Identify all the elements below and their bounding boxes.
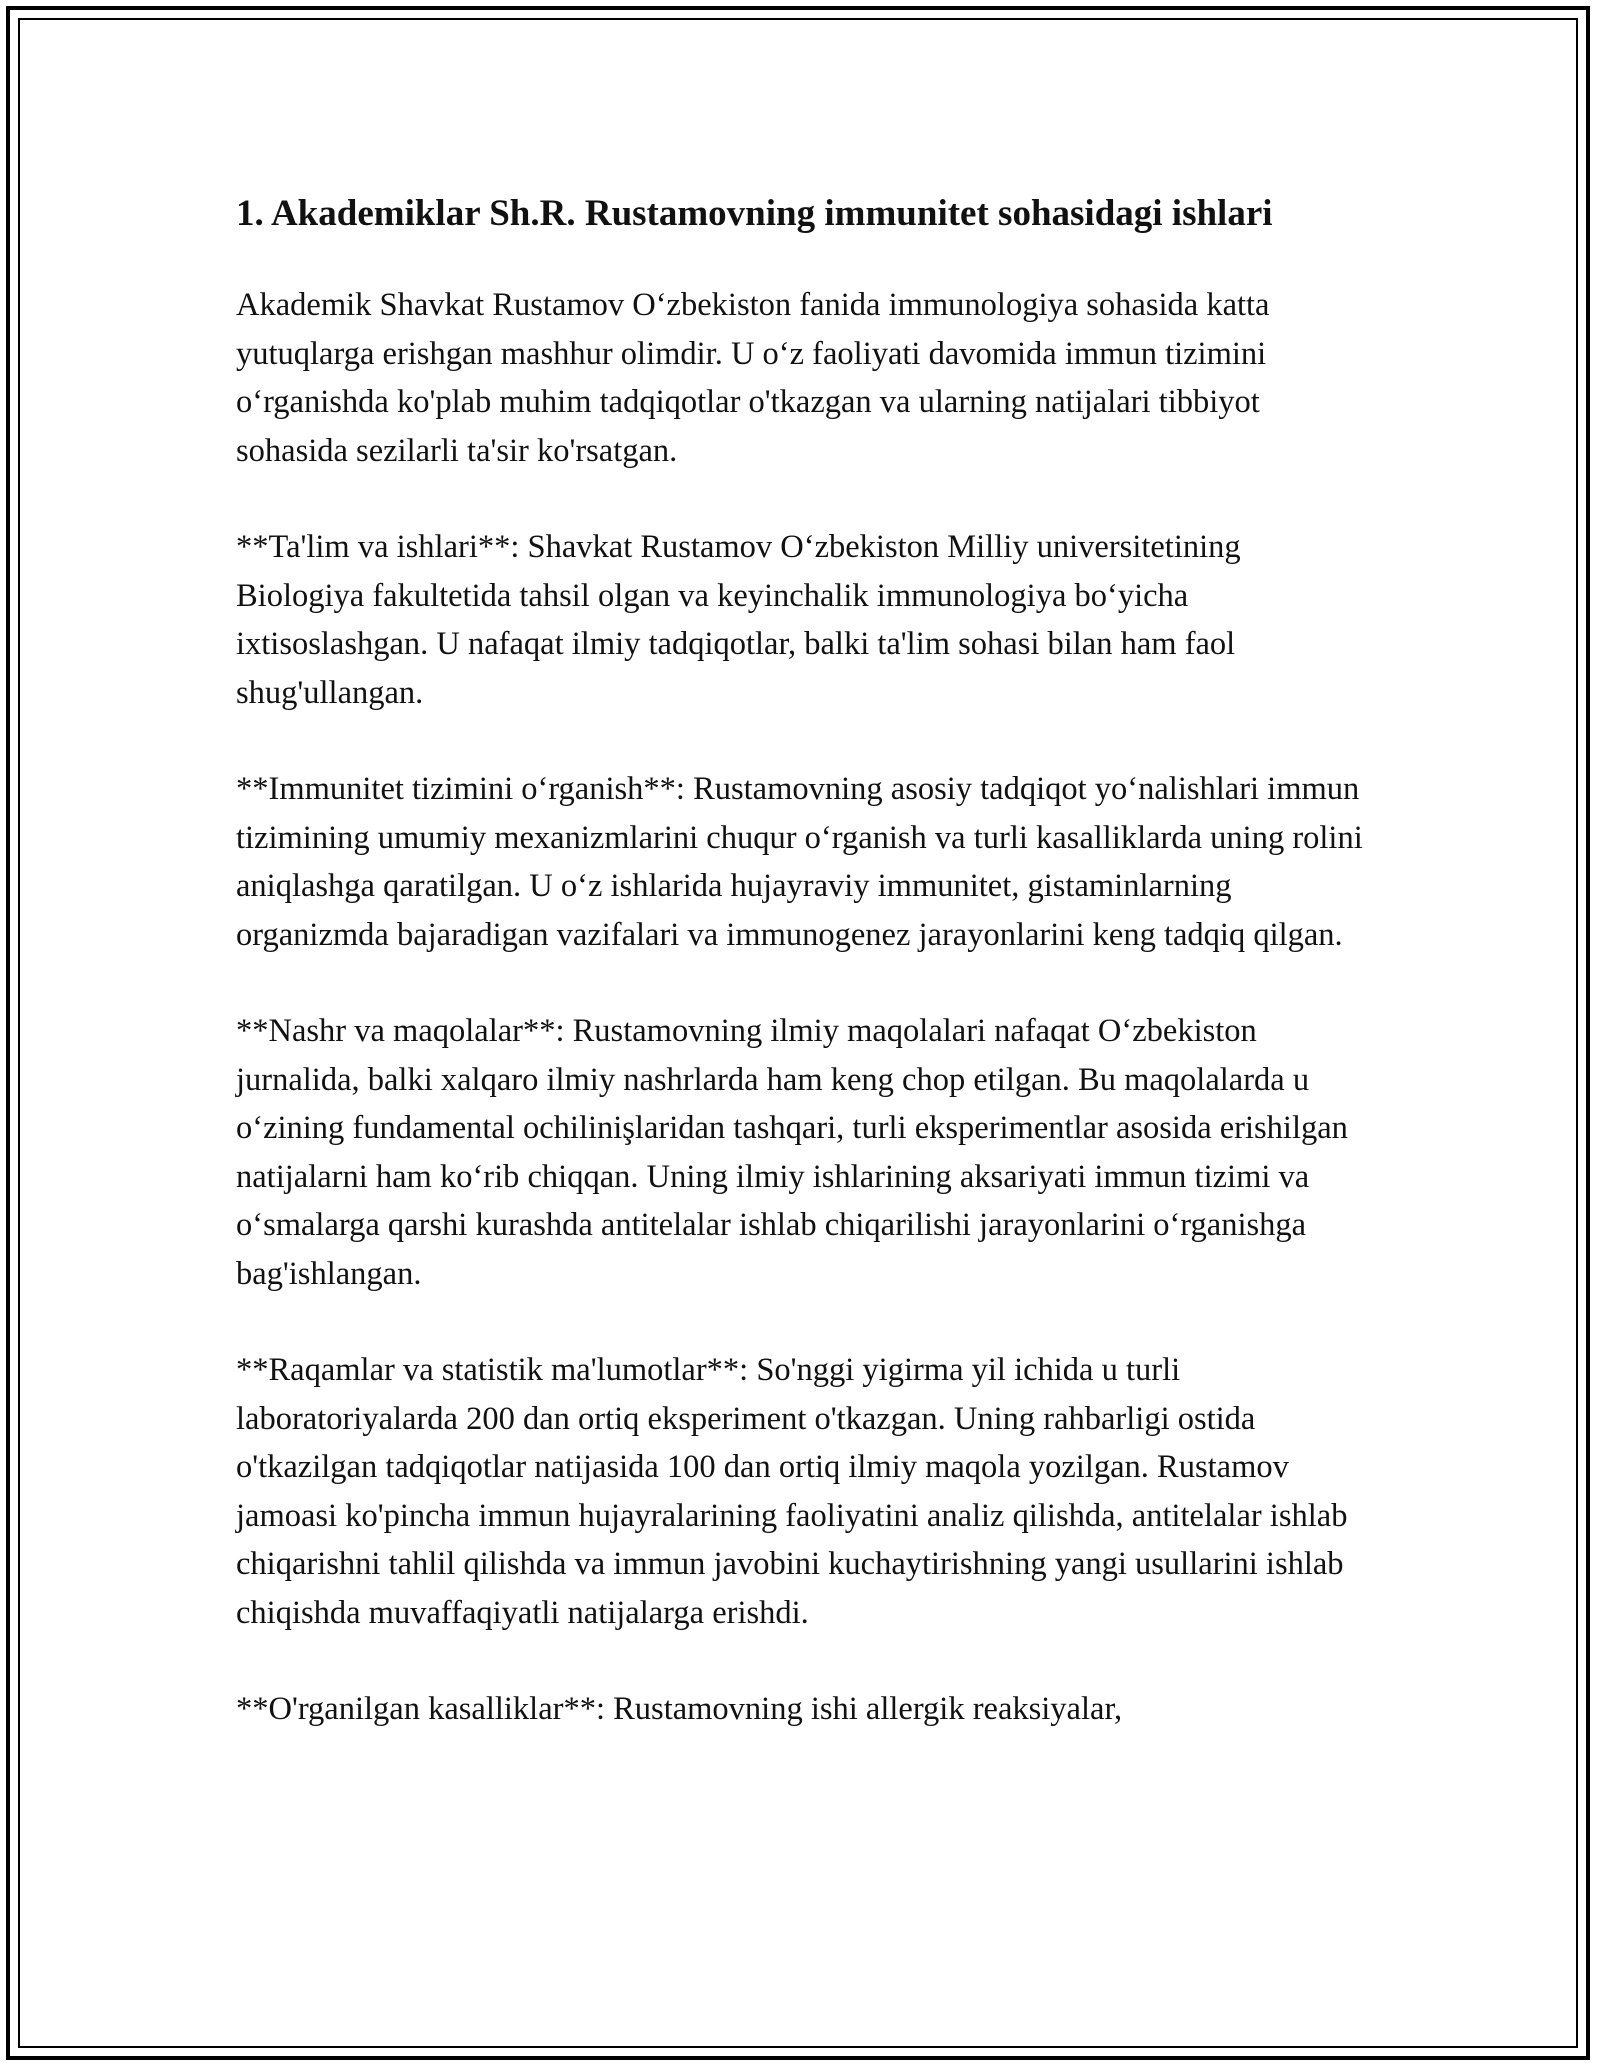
paragraph-statistics: **Raqamlar va statistik ma'lumotlar**: So'nggi yigirma yil ichida u turli laboratoriyalarda 200 dan ortiq eksperiment o'tkazgan. Uning rahbarligi ostida o'tkazilgan tadqiqotlar natijasida 100 dan ortiq ilmiy maqola yozilgan. Rustamov jamoasi ko'pincha immun hujayralarining faoliyatini analiz qilishda, antitelalar ishlab chiqarishni tahlil qilishda va immun javobini kuchaytirishning yangi usullarini ishlab chiqishda muvaffaqiyatli natijalarga erishdi. [236,1352,1348,1631]
paragraph-diseases: **O'rganilgan kasalliklar**: Rustamovning ishi allergik reaksiyalar, [236,1691,1123,1727]
paragraph-immunity-study: **Immunitet tizimini o‘rganish**: Rustamovning asosiy tadqiqot yo‘nalishlari immun tizimining umumiy mexanizmlarini chuqur o‘rganish va turli kasalliklarda uning rolini aniqlashga qaratilgan. U o‘z ishlarida hujayraviy immunitet, gistaminlarning organizmda bajaradigan vazifalari va immunogenez jarayonlarini keng tadqiq qilgan. [236,771,1363,953]
document-body [236,186,1376,1782]
paragraph-education: **Ta'lim va ishlari**: Shavkat Rustamov O‘zbekiston Milliy universitetining Biologiya fakultetida tahsil olgan va keyinchalik immunologiya bo‘yicha ixtisoslashgan. U nafaqat ilmiy tadqiqotlar, balki ta'lim sohasi bilan ham faol shug'ullangan. [236,529,1241,711]
document-title: 1. Akademiklar Sh.R. Rustamovning immunitet sohasidagi ishlari [236,193,1273,234]
paragraph-intro: Akademik Shavkat Rustamov O‘zbekiston fanida immunologiya sohasida katta yutuqlarga erishgan mashhur olimdir. U o‘z faoliyati davomida immun tizimini o‘rganishda ko'plab muhim tadqiqotlar o'tkazgan va ularning natijalari tibbiyot sohasida sezilarli ta'sir ko'rsatgan. [236,287,1270,469]
paragraph-publications: **Nashr va maqolalar**: Rustamovning ilmiy maqolalari nafaqat O‘zbekiston jurnalida, balki xalqaro ilmiy nashrlarda ham keng chop etilgan. Bu maqolalarda u o‘zining fundamental ochilinişlaridan tashqari, turli eksperimentlar asosida erishilgan natijalarni ham ko‘rib chiqqan. Uning ilmiy ishlarining aksariyati immun tizimi va o‘smalarga qarshi kurashda antitelalar ishlab chiqarilishi jarayonlarini o‘rganishga bag'ishlangan. [236,1013,1348,1292]
